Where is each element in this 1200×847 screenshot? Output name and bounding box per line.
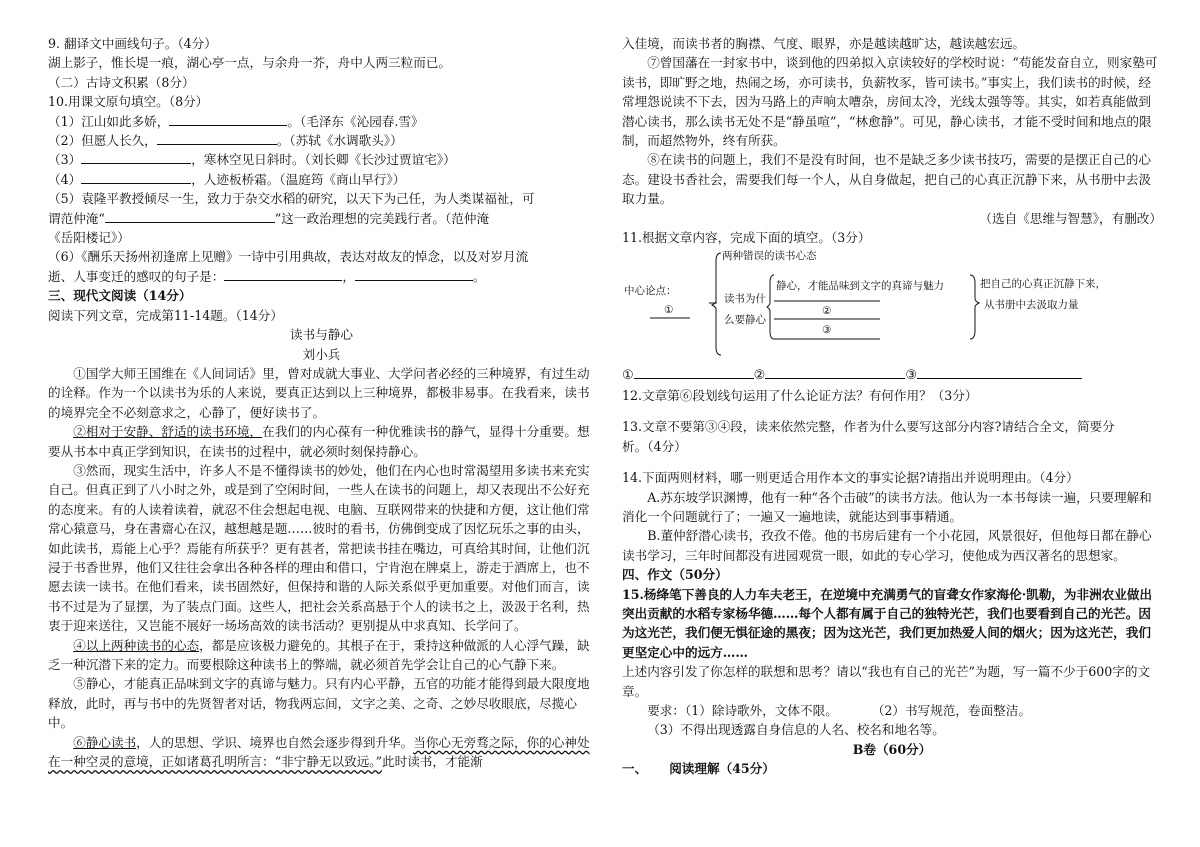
- answer-blank[interactable]: [917, 365, 1082, 379]
- q10-item-5-b: 谓范仲淹“ ”这一政治理想的完美践行者。（范仲淹: [48, 210, 490, 226]
- answer-blank[interactable]: [634, 365, 754, 379]
- q10-item-5-a: （5）袁隆平教授倾尽一生，致力于杂交水稻的研究，以天下为己任，为人类谋福祉，可: [48, 191, 535, 207]
- section-3-heading: 三、现代文阅读（14分）: [48, 288, 192, 304]
- q11-answer-row: ① ② ③: [622, 365, 1162, 385]
- paragraph-3: ③然而，现实生活中，许多人不是不懂得读书的妙处，他们在内心也时常渴望用多读书来充实自己。但真正到了八小时之外，或是到了空闲时间，一些人在读书的问题上，却又表现出不公好充的态度来。有的人读着读着，就忍不住会想起电视、电脑、互联网带来的快捷和方便，这让他们常常心猿意马，身在書齋心在汉，越想越是题……彼时的看书，仿佛倒变成了因忆玩乐之事的由头，如此读书，焉能上心乎？焉能有所获乎？更有甚者，常把读书挂在嘴边，可真给其时间，让他们沉浸于书香世界，他们又往往会拿出各种各样的理由和借口，宁肯泡在牌桌上，游走于酒席上，也不愿去读一读书。在他们看来，读书固然好，但保持和谐的人际关系似乎更加重要。对他们而言，读书不过是为了显摆，为了装点门面。这些人，把社会关系高悬于个人的读书之上，汲汲于名利，热衷于迎来送往，又岂能不展好一场场高效的读书活动？更别提从中求真知、长学问了。: [48, 462, 590, 634]
- section-3-intro: 阅读下列文章，完成第11-14题。（14分）: [48, 307, 283, 323]
- diagram-blank-3: ③: [822, 324, 832, 337]
- paragraph-7: ⑦曾国藩在一封家书中，谈到他的四弟拟入京读较好的学校时说：“苟能发奋自立，则家塾可读书，即旷野之地，热闹之场，亦可读书，负薪牧豕，皆可读书。”事实上，我们读书的时候，经常埋怨说读不下去，因为马路上的声响太嘈杂，房间太冷，光线太强等等。其实，如若真能做到潜心读书，那么读书无处不是“静虽喧”，“林愈静”。可见，静心读书，才能不受时间和地点的限制，而超然物外，终有所获。: [622, 55, 1158, 149]
- q10-item-4: （4） ，人迹板桥霜。（温庭筠《商山早行》）: [48, 171, 406, 187]
- answer-blank[interactable]: [81, 170, 191, 184]
- diagram-blank-1: ①: [664, 304, 674, 317]
- answer-blank[interactable]: [355, 267, 473, 281]
- q10-item-5-c: 《岳阳楼记》）: [48, 230, 130, 246]
- paragraph-4: ④以上两种读书的心态，都是应该极力避免的。其根子在于，秉持这种做派的人心浮气躁，缺乏一种沉潜下来的定力。而要根除这种读书上的弊端，就必须首先学会让自己的心气静下来。: [48, 637, 590, 672]
- part-b-title: B卷（60分）: [852, 741, 932, 757]
- q10-item-2: （2）但愿人长久， 。（苏轼《水调歌头》）: [48, 133, 403, 149]
- requirements-line-2: （3）不得出现透露自身信息的人名、校名和地名等。: [647, 722, 945, 738]
- question-9: 9. 翻译文中画线句子。（4分）: [48, 36, 217, 51]
- answer-blank[interactable]: [224, 267, 342, 281]
- answer-blank[interactable]: [765, 365, 905, 379]
- diagram-lines: [622, 247, 1162, 365]
- answer-blank[interactable]: [157, 131, 277, 145]
- answer-blank[interactable]: [105, 209, 275, 223]
- requirements-line-1: 要求：（1）除诗歌外，文体不限。 （2）书写规范，卷面整洁。: [647, 702, 1031, 718]
- question-13-a: 13.文章不要第③④段，读来依然完整，作者为什么要写这部分内容?请结合全文，简要分: [622, 419, 1115, 435]
- section-4-heading: 四、作文（50分）: [622, 567, 728, 583]
- question-12: 12.文章第⑥段划线句运用了什么论证方法？有何作用？（3分）: [622, 387, 978, 403]
- diagram-branch-1: 静心，才能品味到文字的真谛与魅力: [776, 280, 944, 293]
- question-15-prompt: 15.杨绛笔下善良的人力车夫老王，在逆境中充满勇气的盲聋女作家海伦·凯勒，为非洲农业做出突出贡献的水稻专家杨华德……每个人都有属于自己的独特光芒，我们也要看到自己的光芒。因为这光芒，我们便无惧征途的黑夜；因为这光芒，我们更加热爱人间的烟火；因为这光芒，我们更坚定心中的远方……: [622, 586, 1153, 660]
- part-b-section-1: 一、 阅读理解（45分）: [622, 761, 775, 777]
- left-column: [48, 34, 595, 771]
- paragraph-1: ①国学大师王国维在《人间词话》里，曾对成就大事业、大学问者必经的三种境界，有过生动的诠释。作为一个以读书为乐的人来说，要真正达到以上三种境界，都极非易事。在我看来，读书的境界完全不必刻意求之，心静了，便好读书了。: [48, 365, 590, 420]
- article-source: （选自《思维与智慧》，有删改）: [979, 210, 1162, 226]
- right-column: [622, 34, 1162, 779]
- q10-item-6-a: （6）《酬乐天扬州初逢席上见赠》一诗中引用典故，表达对故友的悼念，以及对岁月流: [48, 249, 529, 265]
- marked-sentence: 当你心无旁骛之际，你的心神处在一种空灵的意境，正如诸葛孔明所言：“非宁静无以致远。”: [48, 734, 590, 770]
- paragraph-5: ⑤静心，才能真正品味到文字的真谛与魅力。只有内心平静，五官的功能才能得到最大限度地释放，此时，再与书中的先贤智者对话，物我两忘间，文字之美、之奇、之妙尽收眼底，尽揽心中。: [48, 676, 590, 731]
- answer-blank[interactable]: [169, 112, 287, 126]
- question-15-task: 上述内容引发了你怎样的联想和思考？请以“我也有自己的光芒”为题，写一篇不少于600字的文章。: [622, 664, 1151, 699]
- diagram-blank-2: ②: [822, 305, 832, 318]
- paragraph-6: ⑥静心读书，人的思想、学识、境界也自然会逐步得到升华。当你心无旁骛之际，你的心神处在一种空灵的意境，正如诸葛孔明所言：“非宁静无以致远。”此时读书，才能渐: [48, 734, 590, 770]
- diagram-conclusion-1: 把自己的心真正沉静下来，: [980, 278, 1106, 291]
- question-11: 11.根据文章内容，完成下面的填空。（3分）: [622, 230, 871, 246]
- question-14-option-b: B.董仲舒潜心读书，孜孜不倦。他的书房后建有一个小花园，风景很好，但他每日都在静心读书学习，三年时间都没有进园观赏一眼，如此的专心学习，使他成为西汉著名的思想家。: [622, 528, 1152, 563]
- paragraph-2: ②相对于安静、舒适的读书环境，在我们的内心葆有一种优雅读书的静气，显得十分重要。想要从书本中真正学到知识，在读书的过程中，就必须时刻保持静心。: [48, 424, 590, 459]
- diagram-why-1: 读书为什: [724, 293, 766, 306]
- article-author: 刘小兵: [302, 346, 341, 362]
- section-2-heading: （二）古诗文积累（8分）: [48, 74, 195, 90]
- paragraph-8: ⑧在读书的问题上，我们不是没有时间，也不是缺乏多少读书技巧，需要的是摆正自己的心态。建设书香社会，需要我们每一个人，从自身做起，把自己的心真正沉静下来，从书册中去汲取力量。: [622, 152, 1151, 207]
- q10-item-1: （1）江山如此多娇， 。（毛泽东《沁园春.雪》: [48, 113, 424, 129]
- article-title: 读书与静心: [290, 327, 353, 343]
- question-10: 10.用课文原句填空。（8分）: [48, 94, 209, 110]
- diagram-center-label: 中心论点：: [624, 285, 677, 298]
- question-14-option-a: A.苏东坡学识渊博，他有一种“各个击破”的读书方法。他认为一本书每读一遍，只要理解和消化一个问题就行了；一遍又一遍地读，就能达到事事精通。: [622, 489, 1152, 524]
- question-13-b: 析。（4分）: [622, 438, 687, 454]
- question-9-text: 湖上影子，惟长堤一痕，湖心亭一点，与余舟一芥，舟中人两三粒而已。: [48, 55, 451, 71]
- diagram-why-2: 么要静心: [724, 314, 766, 327]
- paragraph-6-continued: 入佳境，而读书者的胸襟、气度、眼界，亦是越读越旷达，越读越宏远。: [622, 36, 1025, 51]
- q10-item-3: （3） ，寒林空见日斜时。（刘长卿《长沙过贾谊宅》）: [48, 152, 456, 168]
- question-11-diagram: [622, 247, 1162, 365]
- q10-item-6-b: 逝、人事变迁的感叹的句子是： ， 。: [48, 268, 486, 284]
- answer-blank[interactable]: [81, 150, 191, 164]
- diagram-top-label: 两种错误的读书心态: [722, 250, 817, 263]
- diagram-conclusion-2: 从书册中去汲取力量: [984, 299, 1079, 312]
- question-14: 14.下面两则材料，哪一则更适合用作本文的事实论据?请指出并说明理由。（4分）: [622, 470, 1079, 486]
